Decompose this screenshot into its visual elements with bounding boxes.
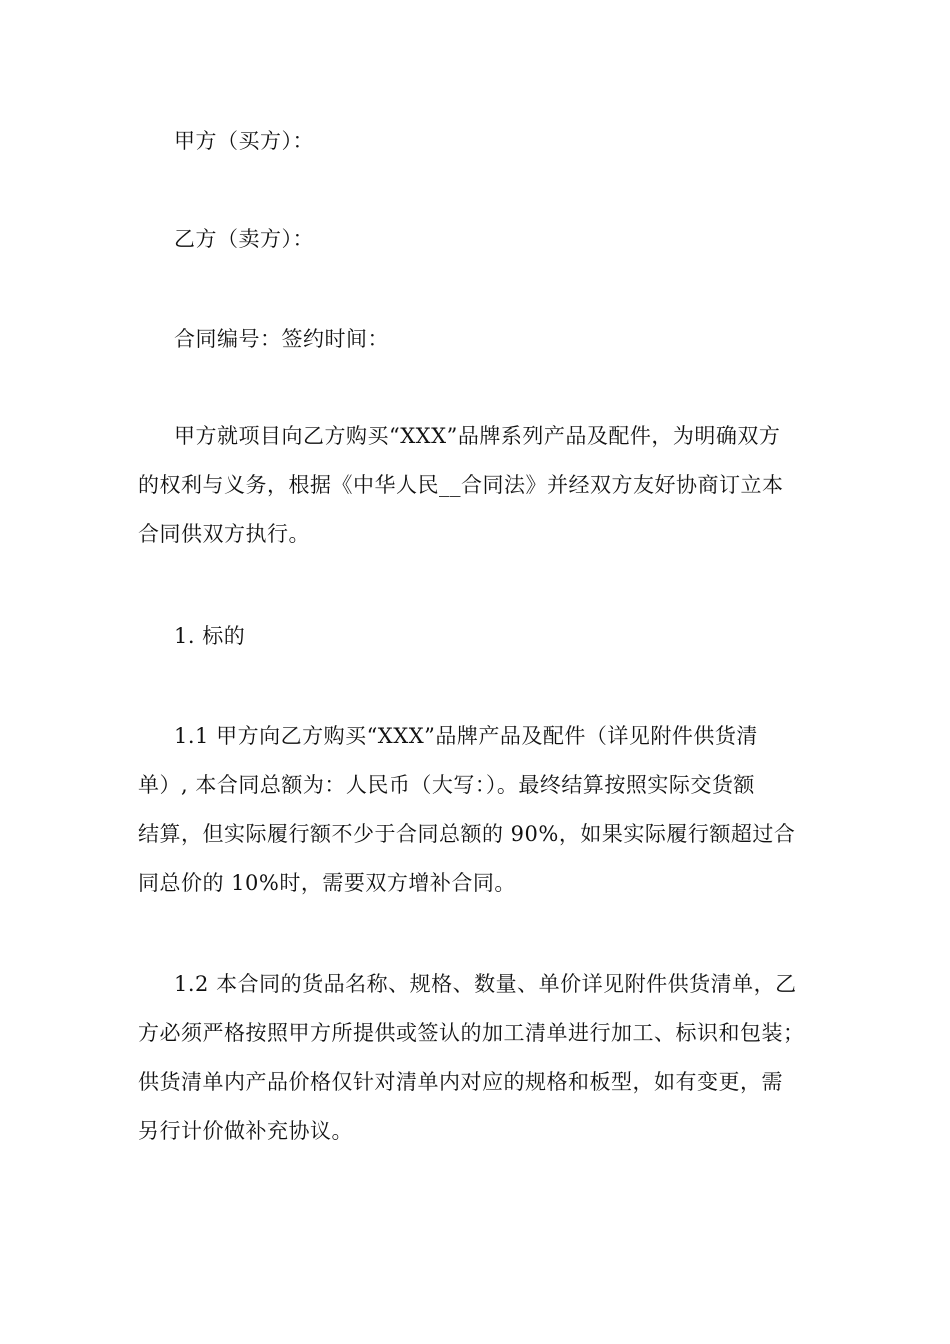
clause-1-2-line-1: 1.2 本合同的货品名称、规格、数量、单价详见附件供货清单，乙 <box>174 972 797 996</box>
party-b-line <box>138 215 810 264</box>
section-1-title: 1. 标的 <box>174 624 246 648</box>
party-b-label: 乙方（卖方）： <box>174 227 314 251</box>
clause-1-1-line-3: 结算，但实际履行额不少于合同总额的 90%，如果实际履行额超过合 <box>138 822 796 846</box>
clause-1-2-line-3: 供货清单内产品价格仅针对清单内对应的规格和板型，如有变更，需 <box>138 1070 783 1094</box>
clause-1-1-line-4: 同总价的 10%时，需要双方增补合同。 <box>138 871 516 895</box>
intro-paragraph <box>138 412 810 559</box>
party-a-line <box>138 117 810 166</box>
clause-1-2-paragraph <box>138 960 810 1156</box>
contract-number-line <box>138 315 810 364</box>
clause-1-2-line-4: 另行计价做补充协议。 <box>138 1119 353 1143</box>
clause-1-2-line-2: 方必须严格按照甲方所提供或签认的加工清单进行加工、标识和包装； <box>138 1021 805 1045</box>
clause-1-1-paragraph <box>138 712 810 908</box>
clause-1-1-line-1: 1.1 甲方向乙方购买“XXX”品牌产品及配件（详见附件供货清 <box>174 724 758 748</box>
clause-1-1-line-2: 单）, 本合同总额为：人民币（大写：）。最终结算按照实际交货额 <box>138 773 755 797</box>
contract-number-label: 合同编号：签约时间： <box>174 327 389 351</box>
intro-line-2: 的权利与义务，根据《中华人民__合同法》并经双方友好协商订立本 <box>138 473 784 497</box>
intro-line-1: 甲方就项目向乙方购买“XXX”品牌系列产品及配件，为明确双方 <box>174 424 781 448</box>
party-a-label: 甲方（买方）： <box>174 129 314 153</box>
intro-line-3: 合同供双方执行。 <box>138 522 310 546</box>
section-1-heading <box>138 612 810 661</box>
